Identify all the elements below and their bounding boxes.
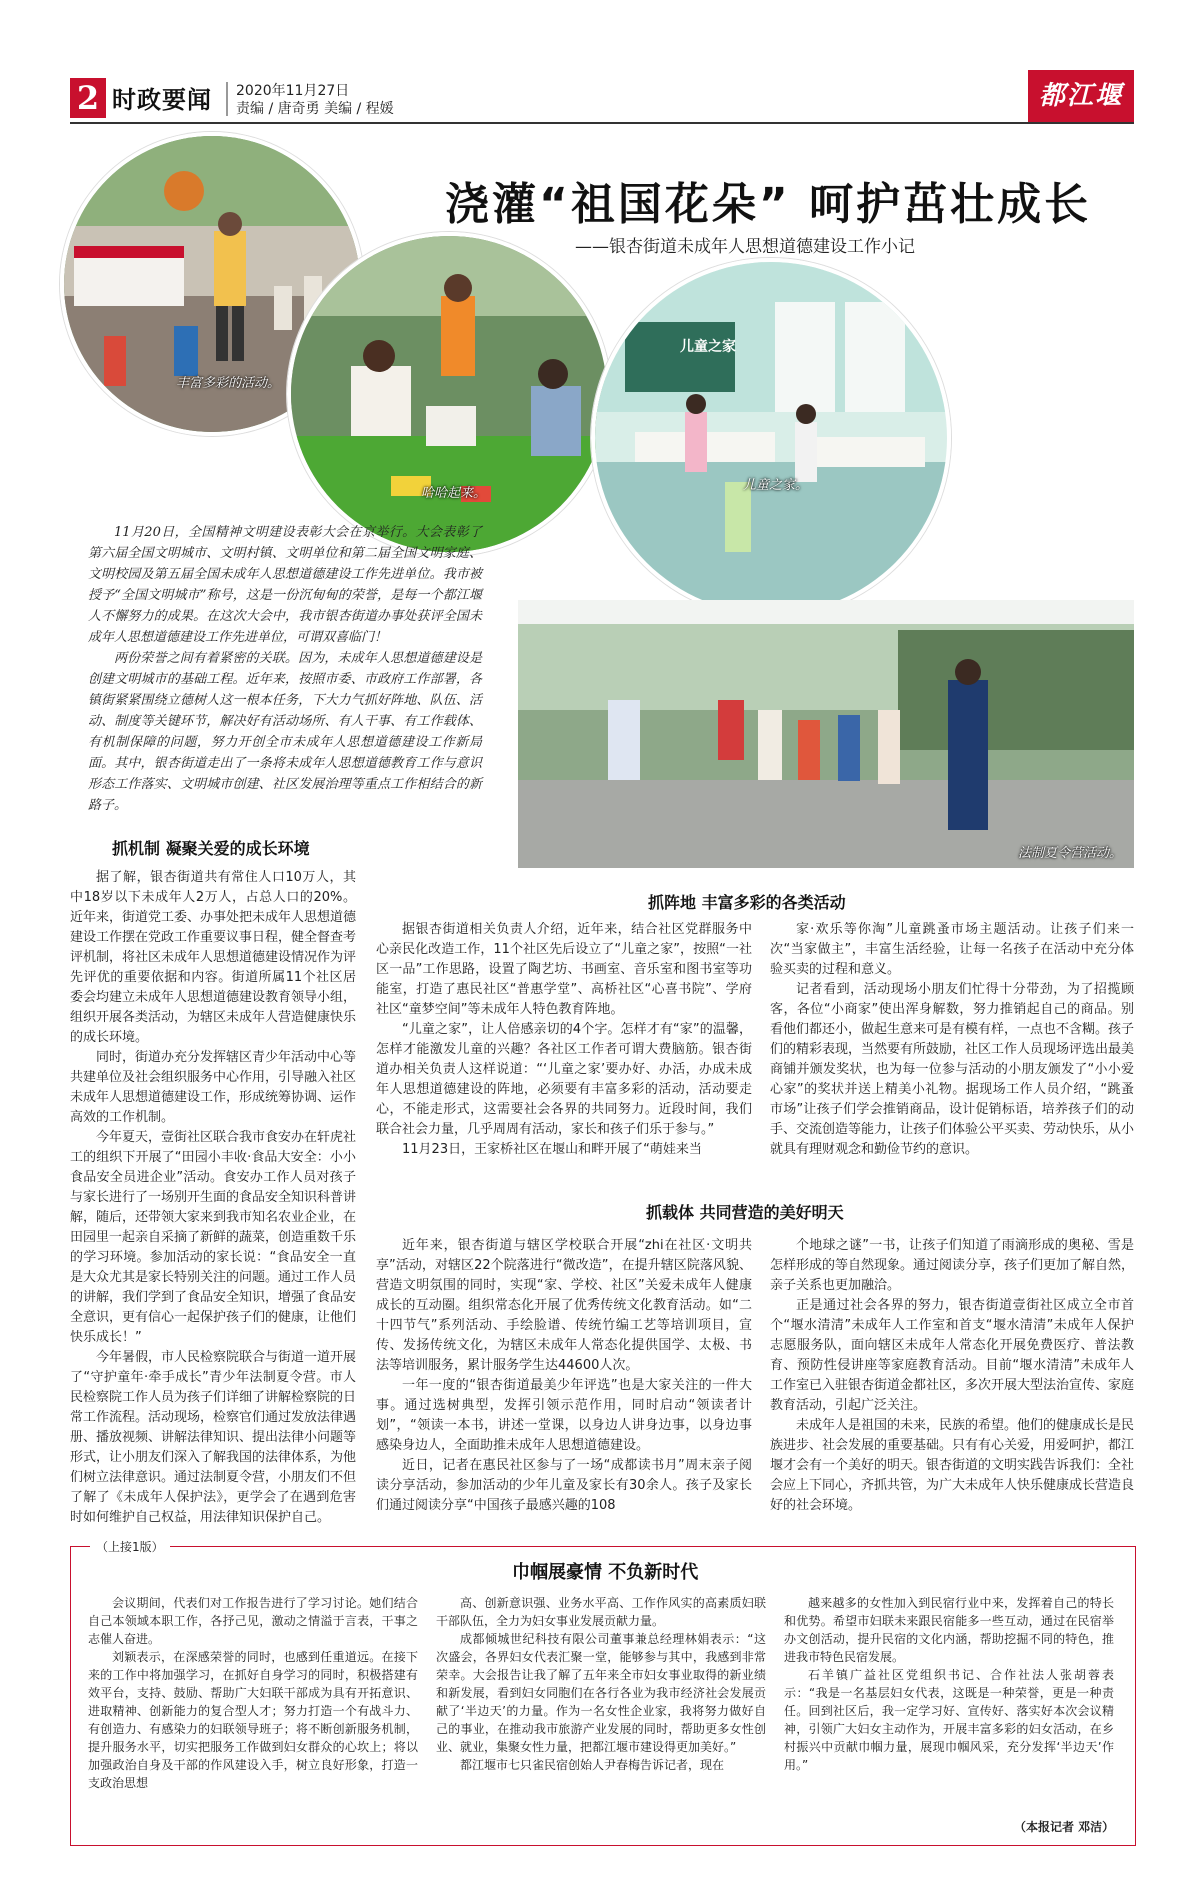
bottom-author: （本报记者 邓洁） (1014, 1820, 1115, 1834)
photo-activity (287, 232, 611, 556)
section2-paragraph: 11月23日，王家桥社区在堰山和畔开展了“萌娃来当 (402, 1142, 702, 1157)
section3-paragraph: 未成年人是祖国的未来，民族的希望。他们的健康成长是民族进步、社会发展的重要基础。只有有心关爱，用爱呵护，都江堰才会有一个美好的明天。银杏街道的文明实践告诉我们：全社会应上下同心，齐抓共管，为广大未成年人快乐健康成长营造良好的社会环境。 (770, 1418, 1135, 1513)
section1-paragraph: 今年暑假，市人民检察院联合与街道一道开展了“守护童年·牵手成长”青少年法制夏令营。市人民检察院工作人员为孩子们详细了讲解检察院的日常工作流程。活动现场，检察官们通过发放法律遇册、播放视频、讲解法律知识、提出法律小问题等形式，让小朋友们深入了解我国的法律体系，为他们树立法律意识。通过法制夏令营，小朋友们不但了解了《未成年人保护法》，更学会了在遇到危害时如何维护自己权益，用法律知识保护自己。 (70, 1350, 357, 1525)
section2-paragraph: 据银杏街道相关负责人介绍，近年来，结合社区党群服务中心亲民化改造工作，11个社区先后设立了“儿童之家”，按照“一社区一品”工作思路，设置了陶艺坊、书画室、音乐室和图书室等功能室，打造了惠民社区“普惠学堂”、高桥社区“心喜书院”、学府社区“童梦空间”等未成年人特色教育阵地。 (376, 922, 752, 1017)
photo3-caption: 儿童之家。 (743, 478, 809, 493)
intro-paragraph: 两份荣誉之间有着紧密的关联。因为，未成年人思想道德建设是创建文明城市的基础工程。近年来，按照市委、市政府工作部署，各镇街紧紧围绕立德树人这一根本任务，下大力气抓好阵地、队伍、活动、制度等关键环节，解决好有活动场所、有人干事、有工作载体、有机制保障的问题，努力开创全市未成年人思想道德建设工作新局面。其中，银杏街道走出了一条将未成年人思想道德教育工作与意识形态工作落实、文明城市创建、社区发展治理等重点工作相结合的新路子。 (88, 651, 482, 813)
issue-date: 2020年11月27日 (236, 83, 350, 99)
section3-col1 (376, 1236, 752, 1516)
section2-col1 (376, 920, 752, 1160)
bottom-article-headline: 巾帼展豪情 不负新时代 (512, 1562, 699, 1583)
photo2-caption: 哈哈起来。 (421, 486, 487, 501)
bottom-paragraph: 高、创新意识强、业务水平高、工作作风实的高素质妇联干部队伍，全力为妇女事业发展贡献力量。 (436, 1596, 766, 1628)
section1-paragraph: 同时，街道办充分发挥辖区青少年活动中心等共建单位及社会组织服务中心作用，引导融入社区未成年人思想道德建设工作，形成统筹协调、运作高效的工作机制。 (70, 1050, 357, 1125)
classroom-sign: 儿童之家 (680, 339, 736, 355)
section3-paragraph: 一年一度的“银杏街道最美少年评选”也是大家关注的一件大事。通过选树典型，发挥引领示范作用，同时启动“领读者计划”，“领读一本书，讲述一堂课，以身边人讲身边事，以身边事感染身边人，全面助推未成年人思想道德建设。 (376, 1378, 752, 1453)
section2-heading: 抓阵地 丰富多彩的各类活动 (648, 893, 846, 912)
photo-classroom (591, 258, 951, 618)
bottom-paragraph: 刘颖表示，在深感荣誉的同时，也感到任重道远。在接下来的工作中将加强学习，在抓好自身学习的同时，积极搭建有效平台，支持、鼓励、帮助广大妇联干部成为具有开拓意识、进取精神、创新能力的复合型人才；努力打造一个有战斗力、有创造力、有感染力的妇联领导班子；将不断创新服务机制，提升服务水平，切实把服务工作做到妇女群众的心坎上；将以加强政治自身及干部的作风建设入手，树立良好形象，打造一支政治思想 (88, 1650, 418, 1790)
section3-paragraph: 正是通过社会各界的努力，银杏街道壹街社区成立全市首个“堰水清清”未成年人工作室和首支“堰水清清”未成年人保护志愿服务队，面向辖区未成年人常态化开展免费医疗、普法教育、预防性侵讲座等家庭教育活动。目前“堰水清清”未成年人工作室已入驻银杏街道金都社区，多次开展大型法治宣传、家庭教育活动，引起广泛关注。 (770, 1298, 1135, 1413)
header-divider (226, 82, 228, 116)
section3-paragraph: 近日，记者在惠民社区参与了一场“成都读书月”周末亲子阅读分享活动，参加活动的少年儿童及家长有30余人。孩子及家长们通过阅读分享“中国孩子最感兴趣的108 (376, 1458, 752, 1513)
section1-paragraph: 据了解，银杏街道共有常住人口10万人，其中18岁以下未成年人2万人，占总人口的20%。近年来，街道党工委、办事处把未成年人思想道德建设工作摆在党政工作重要议事日程，健全督查考评机制，将社区未成年人思想道德建设情况作为评先评优的重要依据和内容。街道所属11个社区居委会均建立未成年人思想道德建设教育领导小组，组织开展各类活动，为辖区未成年人营造健康快乐的成长环境。 (70, 870, 357, 1045)
photo-parade (518, 600, 1134, 868)
bottom-paragraph: 石羊镇广益社区党组织书记、合作社法人张胡蓉表示：“我是一名基层妇女代表，这既是一种荣誉，更是一种责任。回到社区后，我一定学习好、宣传好、落实好本次会议精神，引领广大妇女主动作为，开展丰富多彩的妇女活动，在乡村振兴中贡献巾帼力量，展现巾帼风采，充分发挥‘半边天’作用。” (784, 1668, 1114, 1772)
bottom-col3 (784, 1594, 1114, 1774)
section2-paragraph: 记者看到，活动现场小朋友们忙得十分带劲，为了招揽顾客，各位“小商家”使出浑身解数，努力推销起自己的商品。别看他们都还小，做起生意来可是有模有样，一点也不含糊。孩子们的精彩表现，当然要有所鼓励，社区工作人员现场评选出最美商铺并颁发奖状，也为每一位参与活动的小朋友颁发了“小小爱心家”的奖状并送上精美小礼物。据现场工作人员介绍，“跳蚤市场”让孩子们学会推销商品，设计促销标语，培养孩子们的动手、交流创造等能力，让孩子们体验公平买卖、劳动快乐，从小就具有理财观念和勤俭节约的意识。 (770, 982, 1135, 1157)
bottom-paragraph: 成都倾城世纪科技有限公司董事兼总经理林娟表示：“这次盛会，各界妇女代表汇聚一堂，能够参与其中，我感到非常荣幸。大会报告让我了解了五年来全市妇女事业取得的新业绩和新发展，看到妇女同胞们在各行各业为我市经济社会发展贡献了‘半边天’的力量。作为一名女性企业家，我将努力做好自己的事业，在推动我市旅游产业发展的同时，帮助更多女性创业、就业，集聚女性力量，把都江堰市建设得更加美好。” (436, 1632, 766, 1754)
section2-paragraph: 家·欢乐等你淘”儿童跳蚤市场主题活动。让孩子们来一次“当家做主”，丰富生活经验，让每一名孩子在活动中充分体验买卖的过程和意义。 (770, 922, 1134, 977)
activity-scene-image (291, 236, 607, 552)
section3-col2 (770, 1236, 1134, 1516)
header-rule (70, 122, 1134, 124)
bottom-paragraph: 会议期间，代表们对工作报告进行了学习讨论。她们结合自己本领域本职工作，各抒己见，激动之情溢于言表，干事之志催人奋进。 (88, 1596, 418, 1646)
article-subheadline: ——银杏街道未成年人思想道德建设工作小记 (575, 237, 915, 257)
section2-paragraph: “儿童之家”，让人倍感亲切的4个字。怎样才有“家”的温馨，怎样才能激发儿童的兴趣？各社区工作者可谓大费脑筋。银杏街道办相关负责人这样说道：“‘儿童之家’要办好、办活，办成未成年人思想道德建设的阵地，必须要有丰富多彩的活动，活动要走心，不能走形式，这需要社会各界的共同努力。近段时间，我们联合社会力量，几乎周周有活动，家长和孩子们乐于参与。” (376, 1022, 752, 1137)
photo1-caption: 丰富多彩的活动。 (176, 376, 281, 391)
section3-heading: 抓载体 共同营造的美好明天 (646, 1203, 844, 1222)
section1-body (70, 868, 356, 1528)
continued-label: （上接1版） (90, 1538, 170, 1555)
intro-paragraph: 11月20日，全国精神文明建设表彰大会在京举行。大会表彰了第六届全国文明城市、文明村镇、文明单位和第二届全国文明家庭、文明校园及第五届全国未成年人思想道德建设工作先进单位。我市被授予“全国文明城市”称号，这是一份沉甸甸的荣誉，是每一个都江堰人不懈努力的成果。在这次大会中，我市银杏街道办事处获评全国未成年人思想道德建设工作先进单位，可谓双喜临门！ (88, 525, 482, 645)
editors-credit: 责编 / 唐奇勇 美编 / 程媛 (236, 101, 394, 117)
page-number: 2 (70, 78, 106, 118)
intro-text (88, 522, 482, 816)
photo4-caption: 法制夏令营活动。 (1018, 846, 1123, 861)
parade-scene-image (518, 600, 1134, 868)
newspaper-logo: 都江堰报 (1028, 70, 1134, 122)
section2-col2 (770, 920, 1134, 1160)
bottom-col2 (436, 1594, 766, 1774)
bottom-paragraph: 都江堰市七只雀民宿创始人尹春梅告诉记者，现在 (460, 1758, 725, 1772)
section1-heading: 抓机制 凝聚关爱的成长环境 (112, 839, 310, 858)
section1-paragraph: 今年夏天，壹街社区联合我市食安办在轩虎社工的组织下开展了“田园小丰收·食品大安全：小小食品安全员进企业”活动。食安办工作人员对孩子与家长进行了一场别开生面的食品安全知识科普讲解，随后，还带领大家来到我市知名农业企业，在田园里一起亲自采摘了新鲜的蔬菜，创造重数千乐的学习环境。参加活动的家长说：“食品安全一直是大众尤其是家长特别关注的问题。通过工作人员的讲解，我们学到了食品安全知识，增强了食品安全意识，更有信心一起保护孩子们的健康，让他们快乐成长！” (70, 1130, 357, 1345)
bottom-paragraph: 越来越多的女性加入到民宿行业中来，发挥着自己的特长和优势。希望市妇联未来跟民宿能多一些互动，通过在民宿举办文创活动，提升民宿的文化内涵，帮助挖掘不同的特色，推进我市特色民宿发展。 (784, 1596, 1114, 1664)
article-headline: 浇灌“祖国花朵” 呵护茁壮成长 (445, 179, 1092, 230)
section3-paragraph: 个地球之谜”一书，让孩子们知道了雨滴形成的奥秘、雪是怎样形成的等自然现象。通过阅读分享，孩子们更加了解自然，亲子关系也更加融洽。 (770, 1238, 1135, 1293)
classroom-scene-image (595, 262, 947, 614)
bottom-col1 (88, 1594, 418, 1792)
section3-paragraph: 近年来，银杏街道与辖区学校联合开展“zhi在社区·文明共享”活动，对辖区22个院落进行“微改造”，在提升辖区院落风貌、营造文明氛围的同时，实现“家、学校、社区”关爱未成年人健康成长的互动圈。组织常态化开展了优秀传统文化教育活动。如“二十四节气”系列活动、手绘脸谱、传统竹编工艺等培训项目，宣传、发扬传统文化，为辖区未成年人常态化提供国学、太极、书法等培训服务，累计服务学生达44600人次。 (376, 1238, 752, 1373)
section-title: 时政要闻 (112, 86, 212, 114)
